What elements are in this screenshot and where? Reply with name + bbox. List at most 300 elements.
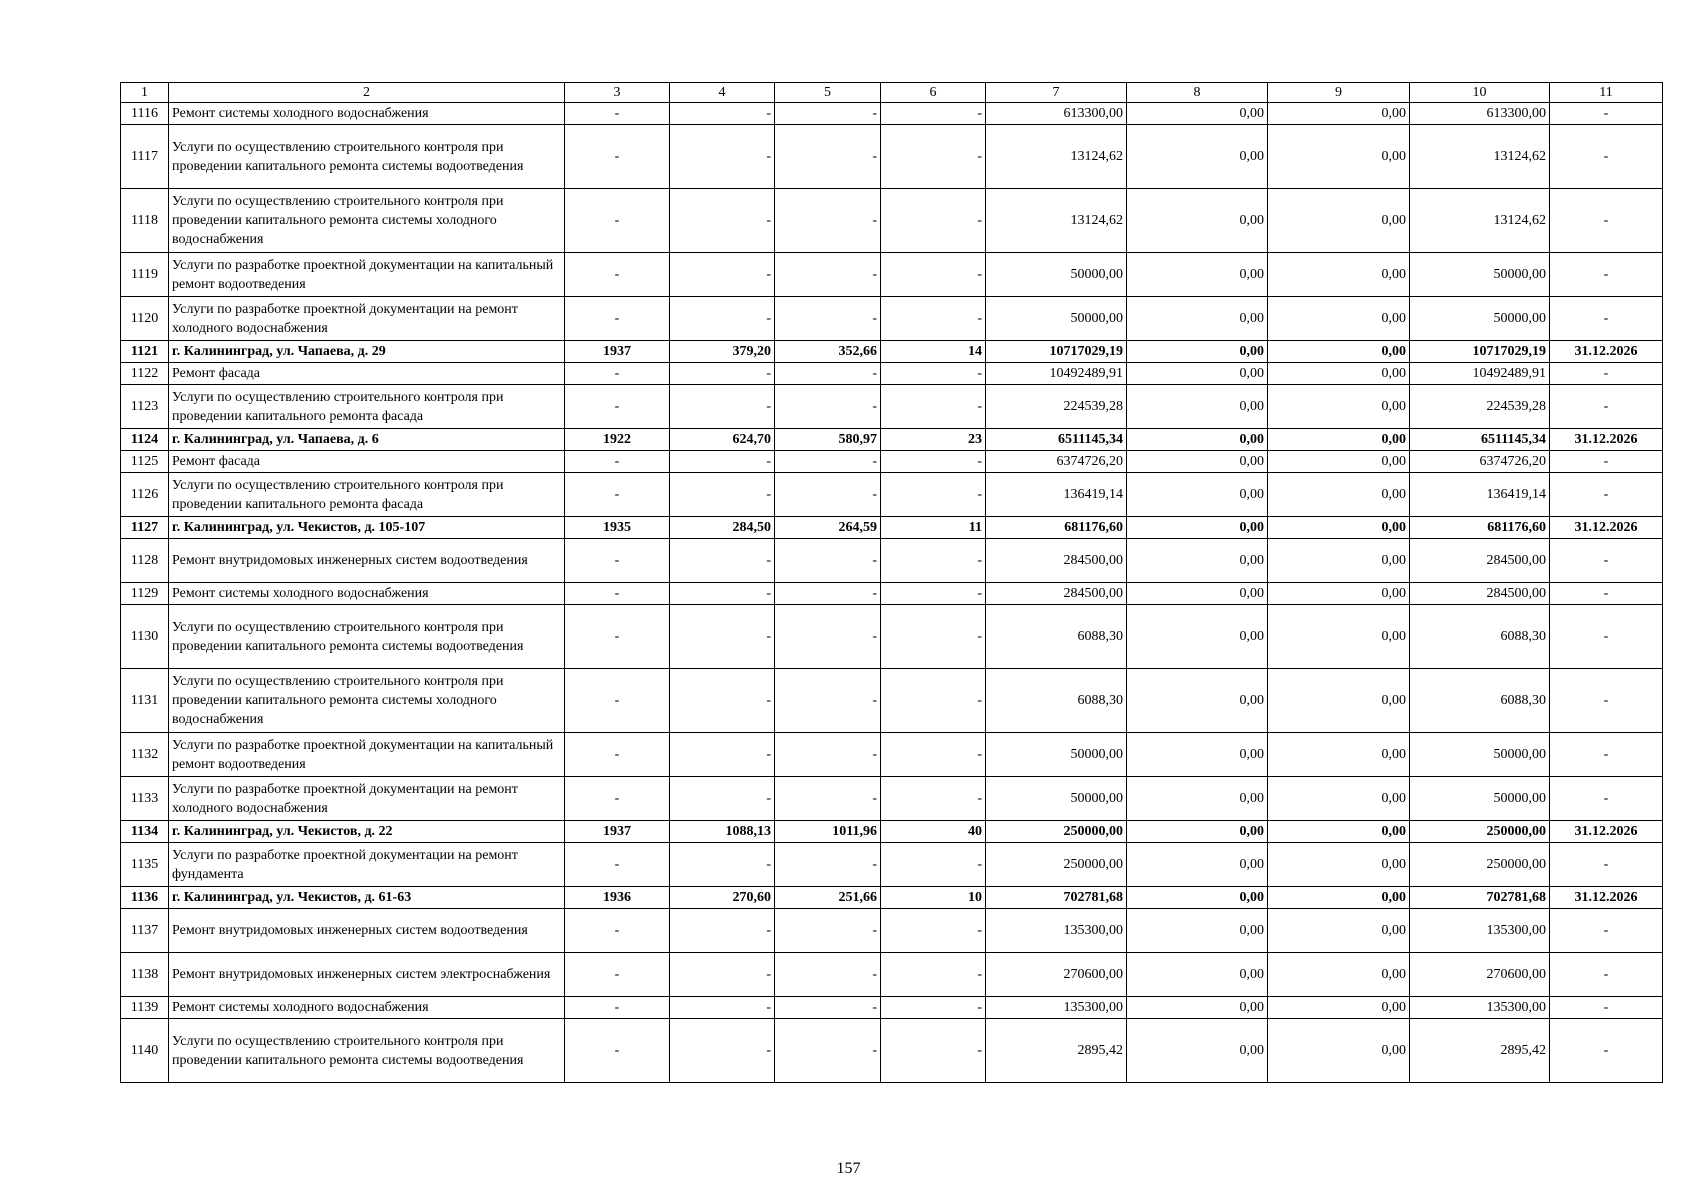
item-name: Услуги по осуществлению строительного контроля при проведении капитального ремонта фасада	[169, 385, 565, 429]
col-8: 0,00	[1127, 125, 1268, 189]
col-7: 50000,00	[986, 733, 1127, 777]
col-11: 31.12.2026	[1550, 341, 1663, 363]
col-3: 1935	[565, 517, 670, 539]
col-11: -	[1550, 669, 1663, 733]
item-name: Услуги по осуществлению строительного контроля при проведении капитального ремонта фасада	[169, 473, 565, 517]
col-9: 0,00	[1268, 821, 1410, 843]
col-4: -	[670, 909, 775, 953]
row-number: 1122	[121, 363, 169, 385]
col-header: 7	[986, 83, 1127, 103]
col-9: 0,00	[1268, 777, 1410, 821]
col-11: 31.12.2026	[1550, 429, 1663, 451]
col-4: -	[670, 669, 775, 733]
col-10: 681176,60	[1410, 517, 1550, 539]
col-7: 136419,14	[986, 473, 1127, 517]
table-row	[121, 843, 1663, 887]
col-7: 50000,00	[986, 777, 1127, 821]
col-11: -	[1550, 583, 1663, 605]
row-number: 1125	[121, 451, 169, 473]
col-5: -	[775, 473, 881, 517]
item-name: Ремонт внутридомовых инженерных систем водоотведения	[169, 909, 565, 953]
col-3: -	[565, 843, 670, 887]
col-11: -	[1550, 253, 1663, 297]
col-6: -	[881, 1019, 986, 1083]
col-10: 270600,00	[1410, 953, 1550, 997]
col-3: 1922	[565, 429, 670, 451]
col-3: 1937	[565, 341, 670, 363]
col-8: 0,00	[1127, 451, 1268, 473]
col-9: 0,00	[1268, 473, 1410, 517]
col-11: 31.12.2026	[1550, 887, 1663, 909]
col-6: -	[881, 385, 986, 429]
col-11: -	[1550, 125, 1663, 189]
col-8: 0,00	[1127, 539, 1268, 583]
col-8: 0,00	[1127, 669, 1268, 733]
col-4: -	[670, 583, 775, 605]
col-10: 6374726,20	[1410, 451, 1550, 473]
row-number: 1130	[121, 605, 169, 669]
col-6: -	[881, 253, 986, 297]
col-5: -	[775, 103, 881, 125]
table-row	[121, 997, 1663, 1019]
col-5: -	[775, 733, 881, 777]
col-4: -	[670, 103, 775, 125]
col-5: 352,66	[775, 341, 881, 363]
col-8: 0,00	[1127, 341, 1268, 363]
col-5: 251,66	[775, 887, 881, 909]
col-header: 3	[565, 83, 670, 103]
col-5: -	[775, 539, 881, 583]
row-number: 1126	[121, 473, 169, 517]
row-number: 1118	[121, 189, 169, 253]
table-row	[121, 605, 1663, 669]
col-11: -	[1550, 189, 1663, 253]
col-6: -	[881, 583, 986, 605]
col-8: 0,00	[1127, 583, 1268, 605]
col-7: 50000,00	[986, 253, 1127, 297]
col-3: -	[565, 473, 670, 517]
col-3: -	[565, 583, 670, 605]
col-9: 0,00	[1268, 1019, 1410, 1083]
col-5: -	[775, 909, 881, 953]
col-4: -	[670, 777, 775, 821]
col-4: -	[670, 733, 775, 777]
col-6: -	[881, 451, 986, 473]
col-11: -	[1550, 843, 1663, 887]
table-row	[121, 1019, 1663, 1083]
item-name: Услуги по разработке проектной документации на капитальный ремонт водоотведения	[169, 733, 565, 777]
col-7: 6511145,34	[986, 429, 1127, 451]
item-name: Ремонт фасада	[169, 363, 565, 385]
col-10: 284500,00	[1410, 583, 1550, 605]
table-row	[121, 733, 1663, 777]
col-3: -	[565, 953, 670, 997]
col-3: -	[565, 539, 670, 583]
item-name: Услуги по разработке проектной документации на ремонт холодного водоснабжения	[169, 297, 565, 341]
col-8: 0,00	[1127, 363, 1268, 385]
col-header: 5	[775, 83, 881, 103]
row-number: 1116	[121, 103, 169, 125]
col-header: 10	[1410, 83, 1550, 103]
row-number: 1127	[121, 517, 169, 539]
col-3: -	[565, 103, 670, 125]
item-name: г. Калининград, ул. Чекистов, д. 105-107	[169, 517, 565, 539]
col-5: 580,97	[775, 429, 881, 451]
col-10: 50000,00	[1410, 733, 1550, 777]
col-11: -	[1550, 451, 1663, 473]
col-8: 0,00	[1127, 843, 1268, 887]
col-3: 1937	[565, 821, 670, 843]
col-4: -	[670, 297, 775, 341]
col-5: -	[775, 583, 881, 605]
col-10: 50000,00	[1410, 777, 1550, 821]
col-9: 0,00	[1268, 451, 1410, 473]
col-6: 10	[881, 887, 986, 909]
row-number: 1137	[121, 909, 169, 953]
col-5: -	[775, 385, 881, 429]
col-9: 0,00	[1268, 669, 1410, 733]
col-11: -	[1550, 605, 1663, 669]
col-6: -	[881, 189, 986, 253]
col-8: 0,00	[1127, 909, 1268, 953]
col-10: 250000,00	[1410, 821, 1550, 843]
col-5: -	[775, 777, 881, 821]
col-7: 6374726,20	[986, 451, 1127, 473]
col-8: 0,00	[1127, 297, 1268, 341]
col-6: -	[881, 843, 986, 887]
col-8: 0,00	[1127, 103, 1268, 125]
col-7: 10492489,91	[986, 363, 1127, 385]
table-row	[121, 473, 1663, 517]
col-header: 4	[670, 83, 775, 103]
row-number: 1132	[121, 733, 169, 777]
col-4: -	[670, 451, 775, 473]
col-10: 2895,42	[1410, 1019, 1550, 1083]
col-10: 13124,62	[1410, 189, 1550, 253]
col-9: 0,00	[1268, 125, 1410, 189]
col-4: -	[670, 953, 775, 997]
col-header: 8	[1127, 83, 1268, 103]
col-5: -	[775, 253, 881, 297]
col-6: -	[881, 777, 986, 821]
row-number: 1128	[121, 539, 169, 583]
col-5: -	[775, 605, 881, 669]
col-4: 624,70	[670, 429, 775, 451]
row-number: 1139	[121, 997, 169, 1019]
table-row	[121, 253, 1663, 297]
col-11: -	[1550, 363, 1663, 385]
col-3: -	[565, 669, 670, 733]
col-9: 0,00	[1268, 605, 1410, 669]
col-4: -	[670, 385, 775, 429]
row-number: 1136	[121, 887, 169, 909]
col-7: 284500,00	[986, 539, 1127, 583]
col-7: 250000,00	[986, 821, 1127, 843]
col-5: -	[775, 669, 881, 733]
col-6: -	[881, 297, 986, 341]
item-name: Услуги по разработке проектной документации на ремонт холодного водоснабжения	[169, 777, 565, 821]
col-8: 0,00	[1127, 473, 1268, 517]
col-6: -	[881, 473, 986, 517]
col-header: 11	[1550, 83, 1663, 103]
col-3: -	[565, 997, 670, 1019]
col-6: 11	[881, 517, 986, 539]
table-row	[121, 539, 1663, 583]
col-10: 224539,28	[1410, 385, 1550, 429]
row-number: 1121	[121, 341, 169, 363]
row-number: 1135	[121, 843, 169, 887]
item-name: Услуги по осуществлению строительного контроля при проведении капитального ремонта системы водоотведения	[169, 605, 565, 669]
col-4: -	[670, 539, 775, 583]
col-11: -	[1550, 909, 1663, 953]
row-number: 1140	[121, 1019, 169, 1083]
col-3: -	[565, 605, 670, 669]
col-9: 0,00	[1268, 385, 1410, 429]
col-4: 1088,13	[670, 821, 775, 843]
col-8: 0,00	[1127, 517, 1268, 539]
table-row	[121, 583, 1663, 605]
col-5: -	[775, 363, 881, 385]
col-11: -	[1550, 1019, 1663, 1083]
row-number: 1124	[121, 429, 169, 451]
col-6: -	[881, 539, 986, 583]
col-8: 0,00	[1127, 821, 1268, 843]
col-5: 1011,96	[775, 821, 881, 843]
item-name: г. Калининград, ул. Чапаева, д. 29	[169, 341, 565, 363]
col-5: -	[775, 189, 881, 253]
col-7: 284500,00	[986, 583, 1127, 605]
col-9: 0,00	[1268, 297, 1410, 341]
row-number: 1134	[121, 821, 169, 843]
row-number: 1133	[121, 777, 169, 821]
col-11: -	[1550, 473, 1663, 517]
col-6: -	[881, 363, 986, 385]
item-name: Ремонт внутридомовых инженерных систем электроснабжения	[169, 953, 565, 997]
col-11: -	[1550, 953, 1663, 997]
col-9: 0,00	[1268, 539, 1410, 583]
col-8: 0,00	[1127, 189, 1268, 253]
col-6: -	[881, 953, 986, 997]
col-9: 0,00	[1268, 997, 1410, 1019]
col-8: 0,00	[1127, 253, 1268, 297]
col-9: 0,00	[1268, 429, 1410, 451]
item-name: Ремонт внутридомовых инженерных систем водоотведения	[169, 539, 565, 583]
col-3: -	[565, 125, 670, 189]
col-9: 0,00	[1268, 517, 1410, 539]
table-row	[121, 451, 1663, 473]
col-5: -	[775, 1019, 881, 1083]
col-5: -	[775, 297, 881, 341]
col-6: -	[881, 125, 986, 189]
col-7: 13124,62	[986, 125, 1127, 189]
item-name: Услуги по разработке проектной документации на ремонт фундамента	[169, 843, 565, 887]
col-7: 613300,00	[986, 103, 1127, 125]
col-7: 135300,00	[986, 997, 1127, 1019]
col-11: -	[1550, 539, 1663, 583]
col-10: 13124,62	[1410, 125, 1550, 189]
page-number: 157	[836, 1160, 861, 1177]
col-header: 9	[1268, 83, 1410, 103]
col-8: 0,00	[1127, 385, 1268, 429]
col-7: 6088,30	[986, 605, 1127, 669]
col-4: -	[670, 253, 775, 297]
col-10: 50000,00	[1410, 297, 1550, 341]
row-number: 1129	[121, 583, 169, 605]
table-row	[121, 103, 1663, 125]
row-number: 1123	[121, 385, 169, 429]
data-table	[120, 82, 1663, 1083]
col-10: 6088,30	[1410, 605, 1550, 669]
col-6: -	[881, 669, 986, 733]
col-5: -	[775, 843, 881, 887]
col-4: -	[670, 363, 775, 385]
table-row	[121, 669, 1663, 733]
item-name: г. Калининград, ул. Чапаева, д. 6	[169, 429, 565, 451]
col-3: -	[565, 363, 670, 385]
col-11: 31.12.2026	[1550, 821, 1663, 843]
item-name: Услуги по осуществлению строительного контроля при проведении капитального ремонта системы холодного водоснабжения	[169, 669, 565, 733]
col-9: 0,00	[1268, 341, 1410, 363]
item-name: Ремонт фасада	[169, 451, 565, 473]
table-row	[121, 385, 1663, 429]
col-6: 23	[881, 429, 986, 451]
item-name: Ремонт системы холодного водоснабжения	[169, 103, 565, 125]
col-7: 50000,00	[986, 297, 1127, 341]
table-row	[121, 297, 1663, 341]
col-4: 284,50	[670, 517, 775, 539]
col-11: -	[1550, 733, 1663, 777]
col-3: 1936	[565, 887, 670, 909]
col-9: 0,00	[1268, 189, 1410, 253]
col-10: 135300,00	[1410, 997, 1550, 1019]
col-8: 0,00	[1127, 997, 1268, 1019]
col-6: 40	[881, 821, 986, 843]
col-10: 250000,00	[1410, 843, 1550, 887]
col-7: 270600,00	[986, 953, 1127, 997]
table-row	[121, 909, 1663, 953]
col-9: 0,00	[1268, 363, 1410, 385]
col-8: 0,00	[1127, 777, 1268, 821]
col-4: -	[670, 125, 775, 189]
col-4: -	[670, 473, 775, 517]
col-9: 0,00	[1268, 843, 1410, 887]
col-7: 13124,62	[986, 189, 1127, 253]
col-5: -	[775, 997, 881, 1019]
item-name: Услуги по осуществлению строительного контроля при проведении капитального ремонта системы водоотведения	[169, 1019, 565, 1083]
item-name: г. Калининград, ул. Чекистов, д. 22	[169, 821, 565, 843]
col-7: 135300,00	[986, 909, 1127, 953]
col-4: 379,20	[670, 341, 775, 363]
table-row	[121, 887, 1663, 909]
table-row	[121, 821, 1663, 843]
col-3: -	[565, 777, 670, 821]
col-11: -	[1550, 103, 1663, 125]
col-3: -	[565, 385, 670, 429]
table-row	[121, 125, 1663, 189]
col-3: -	[565, 909, 670, 953]
col-6: -	[881, 997, 986, 1019]
col-11: 31.12.2026	[1550, 517, 1663, 539]
item-name: Ремонт системы холодного водоснабжения	[169, 997, 565, 1019]
col-10: 135300,00	[1410, 909, 1550, 953]
col-11: -	[1550, 385, 1663, 429]
item-name: г. Калининград, ул. Чекистов, д. 61-63	[169, 887, 565, 909]
col-7: 681176,60	[986, 517, 1127, 539]
col-5: -	[775, 953, 881, 997]
item-name: Услуги по осуществлению строительного контроля при проведении капитального ремонта системы холодного водоснабжения	[169, 189, 565, 253]
col-10: 702781,68	[1410, 887, 1550, 909]
table-row	[121, 953, 1663, 997]
table-row	[121, 429, 1663, 451]
table-row	[121, 341, 1663, 363]
col-11: -	[1550, 997, 1663, 1019]
col-5: -	[775, 125, 881, 189]
col-7: 224539,28	[986, 385, 1127, 429]
col-header: 1	[121, 83, 169, 103]
header-row	[121, 83, 1663, 103]
col-6: -	[881, 103, 986, 125]
col-7: 250000,00	[986, 843, 1127, 887]
col-6: -	[881, 733, 986, 777]
col-8: 0,00	[1127, 605, 1268, 669]
row-number: 1117	[121, 125, 169, 189]
col-3: -	[565, 1019, 670, 1083]
col-9: 0,00	[1268, 253, 1410, 297]
col-9: 0,00	[1268, 887, 1410, 909]
table-row	[121, 517, 1663, 539]
col-10: 50000,00	[1410, 253, 1550, 297]
col-10: 6088,30	[1410, 669, 1550, 733]
col-5: -	[775, 451, 881, 473]
col-11: -	[1550, 297, 1663, 341]
col-3: -	[565, 451, 670, 473]
col-3: -	[565, 189, 670, 253]
col-6: -	[881, 909, 986, 953]
col-4: -	[670, 1019, 775, 1083]
col-3: -	[565, 253, 670, 297]
table-row	[121, 189, 1663, 253]
col-4: -	[670, 843, 775, 887]
col-8: 0,00	[1127, 429, 1268, 451]
col-7: 702781,68	[986, 887, 1127, 909]
item-name: Ремонт системы холодного водоснабжения	[169, 583, 565, 605]
row-number: 1120	[121, 297, 169, 341]
col-9: 0,00	[1268, 953, 1410, 997]
col-3: -	[565, 297, 670, 341]
col-10: 136419,14	[1410, 473, 1550, 517]
col-7: 6088,30	[986, 669, 1127, 733]
col-8: 0,00	[1127, 953, 1268, 997]
col-4: 270,60	[670, 887, 775, 909]
col-10: 6511145,34	[1410, 429, 1550, 451]
col-10: 10492489,91	[1410, 363, 1550, 385]
col-7: 2895,42	[986, 1019, 1127, 1083]
col-7: 10717029,19	[986, 341, 1127, 363]
col-10: 10717029,19	[1410, 341, 1550, 363]
col-4: -	[670, 189, 775, 253]
col-5: 264,59	[775, 517, 881, 539]
col-10: 284500,00	[1410, 539, 1550, 583]
col-10: 613300,00	[1410, 103, 1550, 125]
col-11: -	[1550, 777, 1663, 821]
col-4: -	[670, 997, 775, 1019]
col-6: -	[881, 605, 986, 669]
col-9: 0,00	[1268, 909, 1410, 953]
col-4: -	[670, 605, 775, 669]
row-number: 1138	[121, 953, 169, 997]
col-8: 0,00	[1127, 733, 1268, 777]
table-row	[121, 777, 1663, 821]
